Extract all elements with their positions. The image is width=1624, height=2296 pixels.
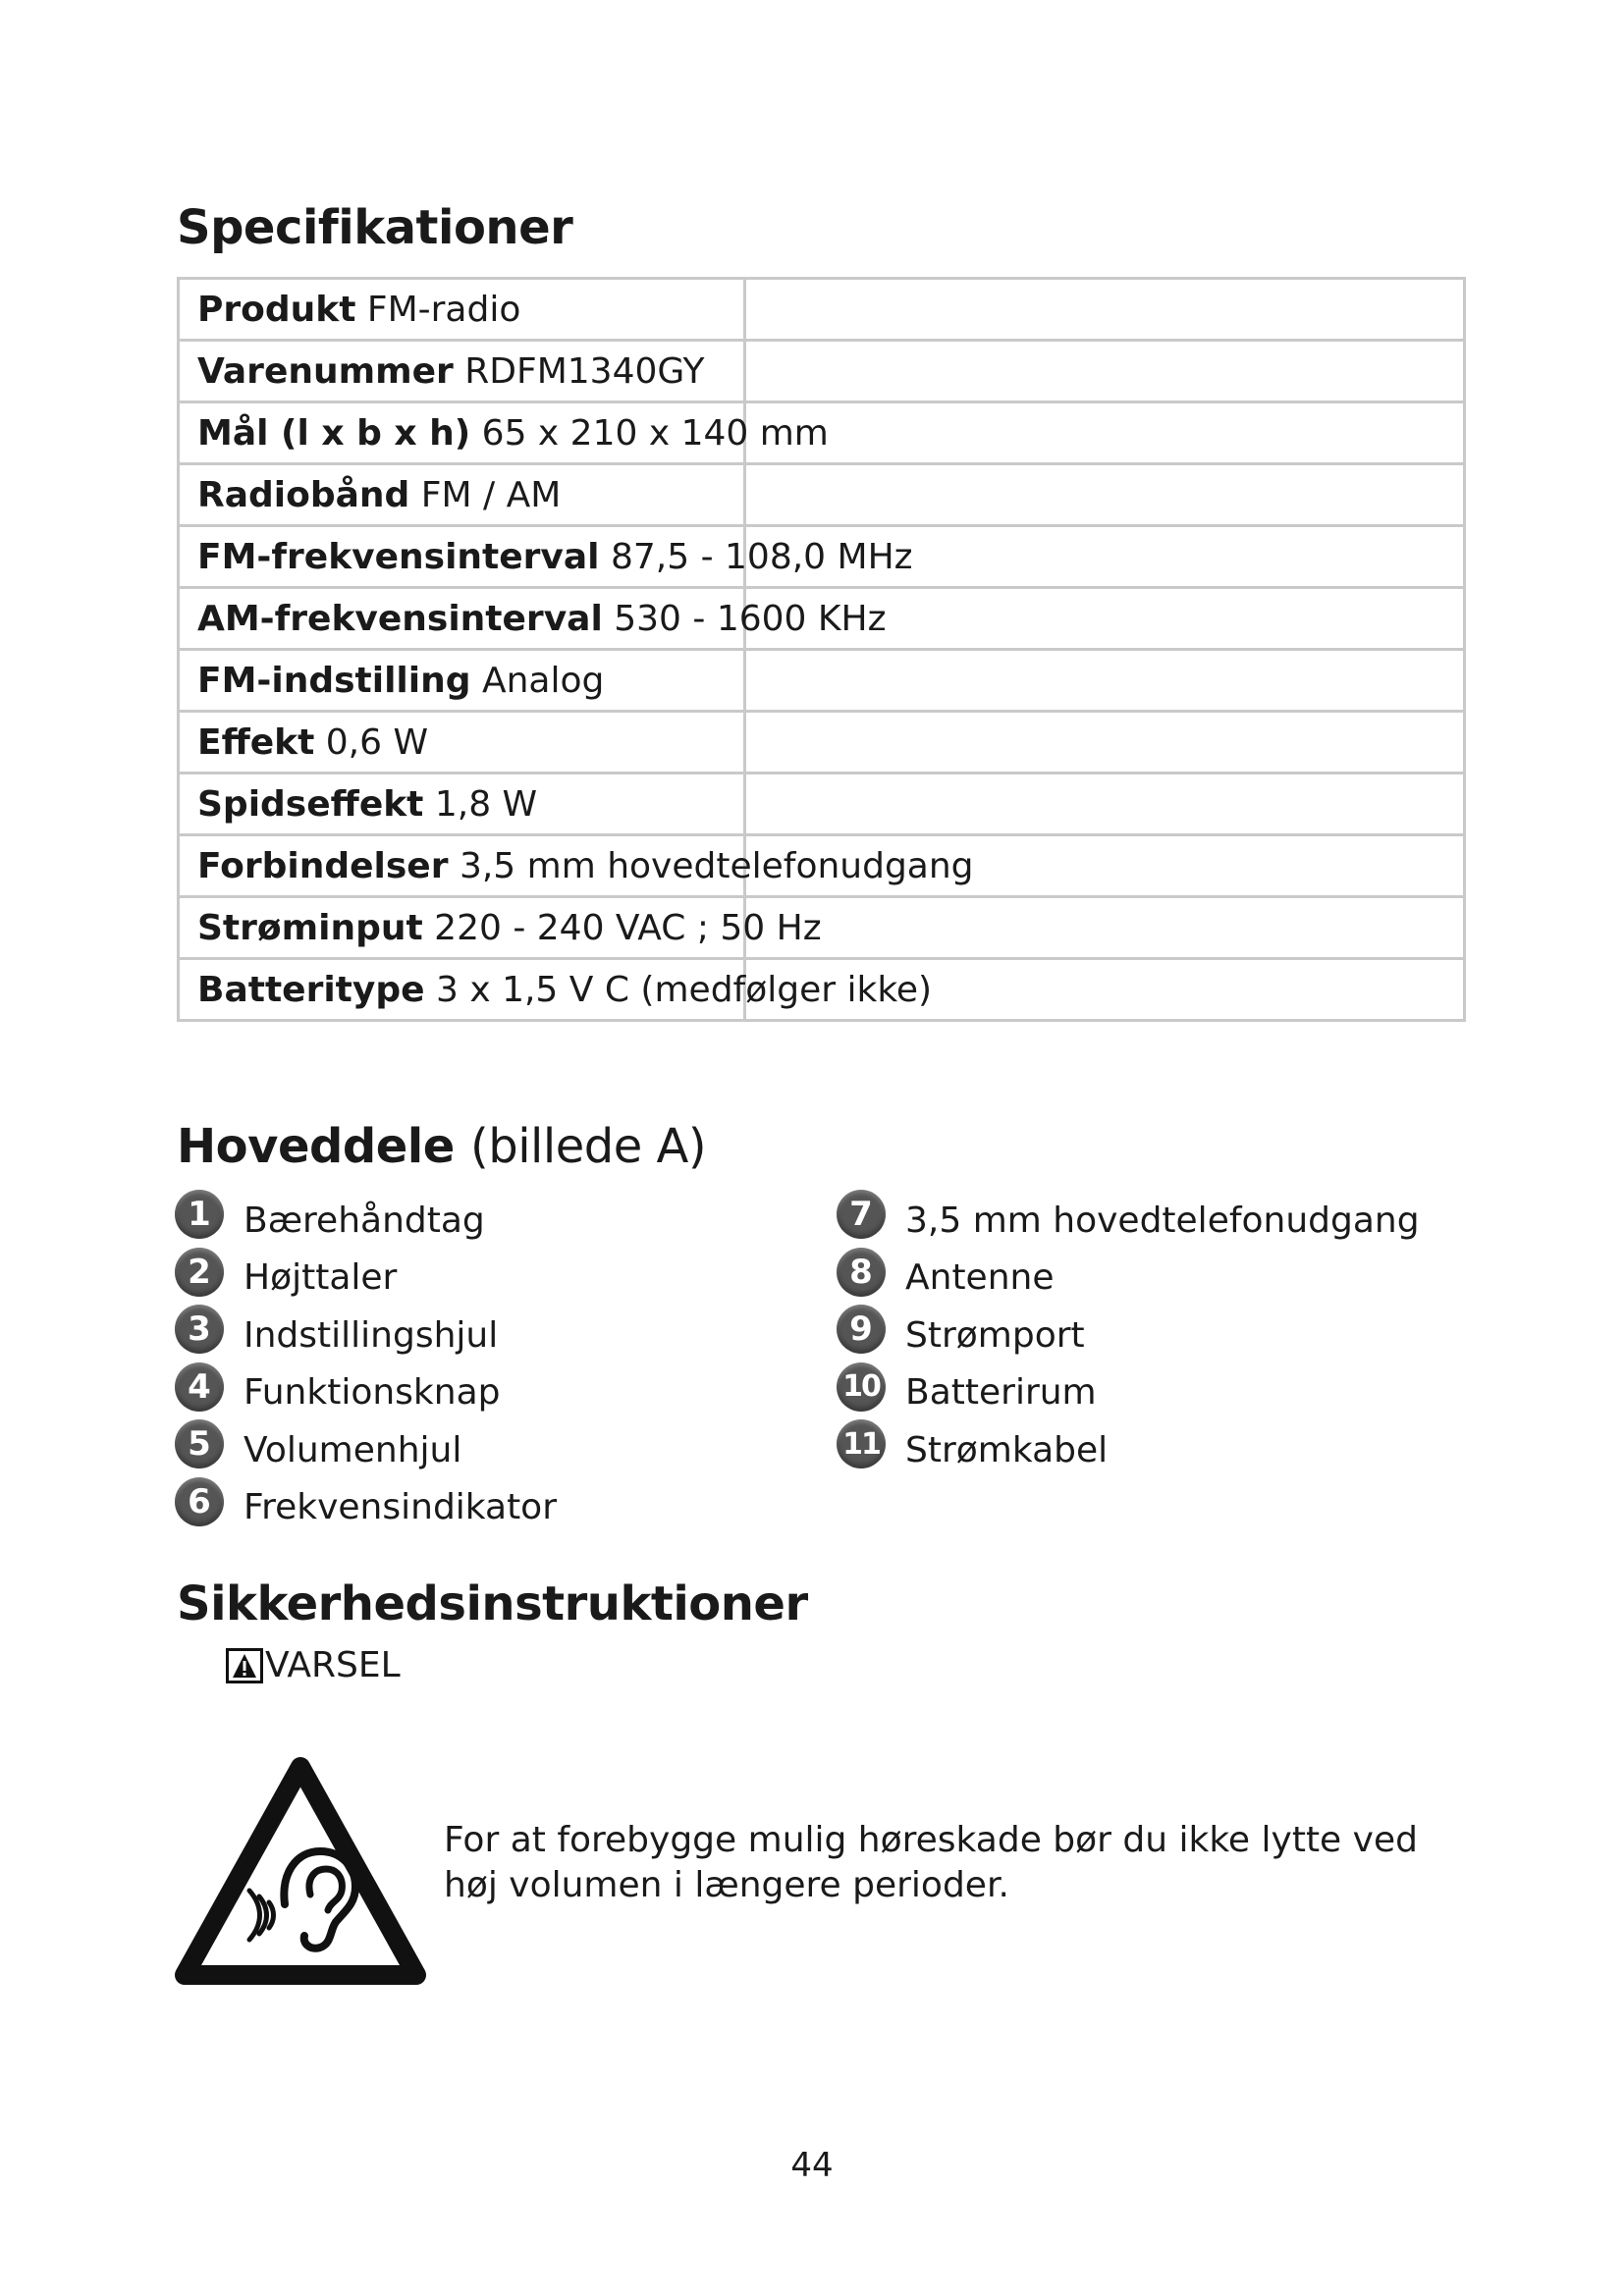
part-label: Bærehåndtag bbox=[244, 1200, 485, 1241]
part-label: Indstillingshjul bbox=[244, 1314, 499, 1356]
safety-heading: Sikkerhedsinstruktioner bbox=[177, 1576, 808, 1631]
part-item bbox=[837, 1364, 1420, 1422]
part-number-badge: 9 bbox=[837, 1305, 886, 1354]
spec-row bbox=[179, 464, 1465, 526]
spec-label: Produkt bbox=[197, 289, 356, 330]
spec-value: FM-radio bbox=[366, 289, 521, 330]
part-label: Antenne bbox=[905, 1257, 1055, 1299]
part-item bbox=[175, 1364, 557, 1422]
spec-entry bbox=[197, 351, 704, 392]
part-number-badge: 7 bbox=[837, 1190, 886, 1239]
parts-list-right bbox=[837, 1192, 1420, 1479]
part-label: Volumenhjul bbox=[244, 1429, 462, 1470]
part-number-badge: 6 bbox=[175, 1477, 224, 1526]
hearing-warning-text: For at forebygge mulig høreskade bør du ikke lytte ved høj volumen i længere perioder. bbox=[444, 1820, 1418, 1905]
spec-value: 65 x 210 x 140 mm bbox=[481, 412, 829, 454]
spec-cell bbox=[179, 341, 745, 402]
parts-heading-suffix: (billede A) bbox=[470, 1119, 707, 1174]
spec-row bbox=[179, 650, 1465, 712]
part-number-badge: 2 bbox=[175, 1248, 224, 1297]
spec-cell bbox=[179, 526, 913, 588]
part-label: Frekvensindikator bbox=[244, 1487, 558, 1528]
part-item bbox=[175, 1307, 557, 1364]
spec-label: FM-indstilling bbox=[197, 660, 471, 701]
spec-row bbox=[179, 959, 1465, 1021]
spec-row bbox=[179, 897, 1465, 959]
spec-label: Strøminput bbox=[197, 907, 423, 948]
spec-value: 87,5 - 108,0 MHz bbox=[610, 536, 913, 577]
spec-cell-empty bbox=[745, 897, 1465, 959]
page-number: 44 bbox=[790, 2146, 834, 2185]
parts-list-left bbox=[175, 1192, 557, 1536]
warning-label bbox=[226, 1645, 401, 1685]
spec-entry bbox=[197, 784, 537, 825]
part-number-badge: 10 bbox=[837, 1362, 886, 1412]
spec-row bbox=[179, 588, 1465, 650]
spec-cell-empty bbox=[745, 774, 1465, 835]
spec-label: Effekt bbox=[197, 721, 315, 763]
spec-value: RDFM1340GY bbox=[464, 350, 705, 392]
spec-entry bbox=[197, 970, 932, 1010]
spec-value: Analog bbox=[481, 660, 605, 701]
spec-label: AM-frekvensinterval bbox=[197, 598, 603, 639]
part-number-badge: 8 bbox=[837, 1248, 886, 1297]
spec-cell-empty bbox=[745, 650, 1465, 712]
parts-heading-bold: Hoveddele bbox=[177, 1119, 455, 1174]
hearing-hazard-icon bbox=[175, 1757, 426, 1989]
part-item bbox=[175, 1421, 557, 1479]
spec-value: 1,8 W bbox=[434, 783, 538, 825]
spec-heading: Specifikationer bbox=[177, 200, 573, 255]
spec-cell bbox=[179, 835, 974, 897]
part-item bbox=[175, 1192, 557, 1250]
spec-table bbox=[177, 277, 1466, 1022]
spec-label: FM-frekvensinterval bbox=[197, 536, 600, 577]
spec-cell bbox=[179, 464, 745, 526]
spec-cell bbox=[179, 588, 887, 650]
spec-value: 530 - 1600 KHz bbox=[614, 598, 887, 639]
spec-cell bbox=[179, 279, 745, 341]
spec-entry bbox=[197, 537, 913, 577]
spec-cell-empty bbox=[745, 341, 1465, 402]
spec-row bbox=[179, 835, 1465, 897]
warning-exclamation-icon bbox=[226, 1648, 263, 1683]
spec-row bbox=[179, 526, 1465, 588]
spec-label: Batteritype bbox=[197, 969, 425, 1010]
spec-cell-empty bbox=[745, 464, 1465, 526]
spec-row bbox=[179, 774, 1465, 835]
part-label: Funktionsknap bbox=[244, 1372, 501, 1414]
spec-value: FM / AM bbox=[420, 474, 562, 515]
part-label: Strømkabel bbox=[905, 1429, 1109, 1470]
part-item bbox=[175, 1250, 557, 1308]
warning-label-text: VARSEL bbox=[265, 1645, 401, 1685]
part-item bbox=[175, 1479, 557, 1537]
spec-value: 3 x 1,5 V C (medfølger ikke) bbox=[435, 969, 933, 1010]
spec-row bbox=[179, 712, 1465, 774]
part-number-badge: 11 bbox=[837, 1419, 886, 1468]
spec-row bbox=[179, 402, 1465, 464]
spec-entry bbox=[197, 599, 886, 639]
part-number-badge: 4 bbox=[175, 1362, 224, 1412]
spec-value: 220 - 240 VAC ; 50 Hz bbox=[434, 907, 822, 948]
spec-entry bbox=[197, 475, 561, 515]
spec-value: 0,6 W bbox=[325, 721, 429, 763]
spec-entry bbox=[197, 846, 974, 886]
spec-cell bbox=[179, 650, 745, 712]
part-label: Strømport bbox=[905, 1314, 1085, 1356]
spec-label: Forbindelser bbox=[197, 845, 449, 886]
spec-cell-empty bbox=[745, 712, 1465, 774]
part-item bbox=[837, 1421, 1420, 1479]
spec-cell-empty bbox=[745, 402, 1465, 464]
part-number-badge: 1 bbox=[175, 1190, 224, 1239]
spec-entry bbox=[197, 661, 604, 701]
part-label: 3,5 mm hovedtelefonudgang bbox=[905, 1200, 1420, 1241]
parts-heading bbox=[177, 1119, 706, 1174]
part-label: Højttaler bbox=[244, 1257, 398, 1299]
part-label: Batterirum bbox=[905, 1372, 1097, 1414]
spec-cell-empty bbox=[745, 279, 1465, 341]
spec-cell bbox=[179, 897, 822, 959]
spec-label: Radiobånd bbox=[197, 474, 410, 515]
spec-label: Varenummer bbox=[197, 350, 454, 392]
spec-row bbox=[179, 279, 1465, 341]
spec-entry bbox=[197, 413, 829, 454]
spec-cell bbox=[179, 402, 829, 464]
spec-entry bbox=[197, 722, 428, 763]
spec-label: Spidseffekt bbox=[197, 783, 424, 825]
part-item bbox=[837, 1192, 1420, 1250]
part-item bbox=[837, 1307, 1420, 1364]
part-item bbox=[837, 1250, 1420, 1308]
part-number-badge: 5 bbox=[175, 1419, 224, 1468]
spec-label: Mål (l x b x h) bbox=[197, 412, 471, 454]
spec-cell bbox=[179, 774, 745, 835]
spec-row bbox=[179, 341, 1465, 402]
spec-cell bbox=[179, 959, 933, 1021]
spec-entry bbox=[197, 290, 520, 330]
spec-entry bbox=[197, 908, 822, 948]
spec-value: 3,5 mm hovedtelefonudgang bbox=[459, 845, 974, 886]
part-number-badge: 3 bbox=[175, 1305, 224, 1354]
spec-cell bbox=[179, 712, 745, 774]
